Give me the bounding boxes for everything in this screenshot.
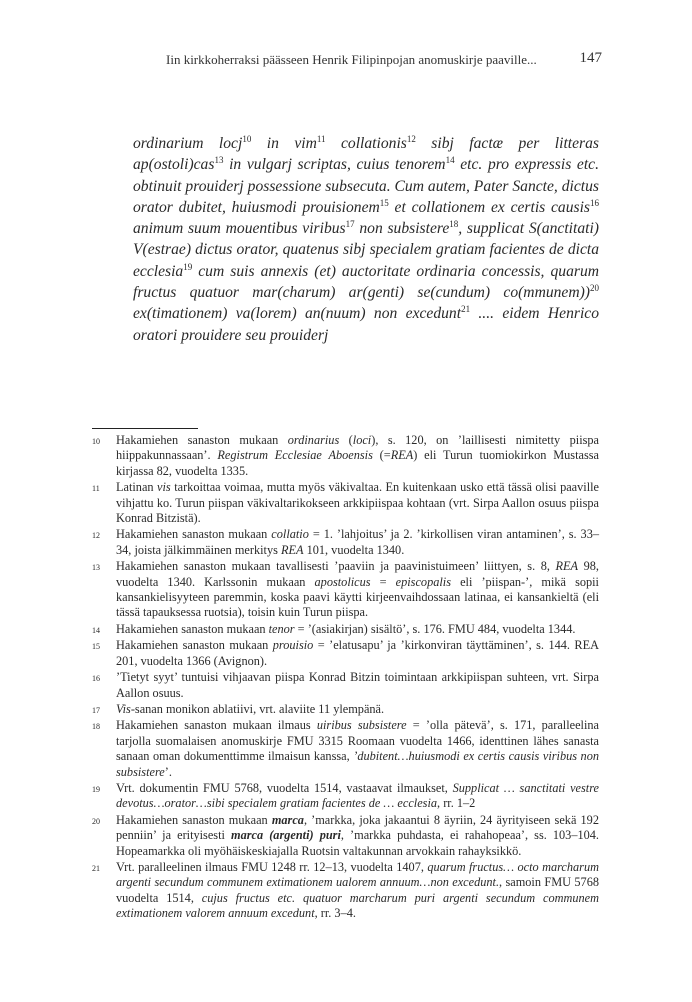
footnote-ref[interactable]: 15 xyxy=(379,197,389,208)
italic-term: ’dubitent…huiusmodi ex certis causis viribus non subsistere xyxy=(116,749,599,779)
footnotes xyxy=(92,433,599,923)
italic-term: uiribus subsistere xyxy=(316,718,407,733)
footnote-17 xyxy=(92,702,599,717)
footnote-ref[interactable]: 10 xyxy=(242,134,252,144)
italic-term: Supplicat … sanctitati vestre devotus…orator…sibi specialem gratiam facientes de … ecclesia xyxy=(116,780,599,811)
italic-term: collatio xyxy=(271,527,309,542)
footnote-text: Latinan xyxy=(116,480,158,495)
footnote-text: ( xyxy=(339,433,353,447)
footnote-21 xyxy=(92,860,599,922)
footnote-text: ), s. 120, on ’laillisesti nimitetty piispa hiippakunnassaan’. xyxy=(116,433,600,463)
footnote-text: , samoin FMU 5768 vuodelta 1514, xyxy=(116,875,599,905)
footnote-text: Hakamiehen sanaston mukaan xyxy=(116,527,272,542)
footnote-13 xyxy=(92,559,599,621)
footnote-text: , ’markka puhdasta, ei rahahopeaa’, ss. 103–104. Hopeamarkka oli myöhäiskeskiajalla Ruotsin valtakunnan arvokkain rahayksikkö. xyxy=(116,828,599,858)
italic-term: REA xyxy=(280,542,304,557)
footnote-text: 101, vuodelta 1340. xyxy=(303,542,405,557)
footnote-text: -sanan monikon ablatiivi, vrt. alaviite 11 ylempänä. xyxy=(130,701,385,716)
running-title: Iin kirkkoherraksi päässeen Henrik Filipinpojan anomuskirje paaville... xyxy=(166,52,537,67)
latin-quotation xyxy=(133,133,599,346)
footnote-text: Hakamiehen sanaston mukaan xyxy=(116,812,272,827)
footnote-text: ) eli Turun tuomiokirkon Mustassa kirjassa 82, vuodelta 1335. xyxy=(116,448,599,478)
footnote-text: Hakamiehen sanaston mukaan xyxy=(116,638,273,653)
footnote-text: = 1. ’lahjoitus’ ja 2. ’kirkollisen viran antaminen’, s. 33–34, joista jälkimmäinen merkitys xyxy=(116,527,600,557)
footnote-text: tarkoittaa voimaa, mutta myös väkivaltaa. En kuitenkaan usko että tässä olisi paaville vihjattu ko. Turun piispan väkivaltarikokseen arkkipiispaa kohtaan (vrt. Sirpa Aallon osuus piispa Konrad Bitzistä). xyxy=(116,480,599,526)
footnote-text: = xyxy=(370,574,396,589)
footnote-text: ’Tietyt syyt’ tuntuisi vihjaavan piispa Konrad Bitzin toimintaan arkkipiispan suhteen, vrt. Sirpa Aallon osuus. xyxy=(116,670,599,700)
footnote-text: eli ’piispan-’, mikä sopii kansankielisyyteen paremmin, koska paavi käytti kirjeenvaihdossaan latinaa, ei kansankieltä (eli tässä tapauksessa ruotsia), toisin kuin Turun piispa. xyxy=(116,574,599,620)
bold-term: marca xyxy=(271,812,304,827)
footnote-text: 98, vuodelta 1340. Karlssonin mukaan xyxy=(116,559,599,589)
italic-term: Vis xyxy=(116,701,131,716)
footnote-text: Hakamiehen sanaston mukaan xyxy=(116,621,269,636)
text-segment: in vulgarj scriptas, cuius tenorem xyxy=(223,156,446,174)
text-segment: sibj factæ per litteras ap(ostoli)cas xyxy=(133,135,599,174)
italic-term: REA xyxy=(390,448,414,463)
italic-term: cujus fructus etc. quatuor marcharum puri argenti secundum communem extimationem valorem annuum excedunt xyxy=(116,890,599,921)
italic-term: loci xyxy=(352,433,372,447)
text-segment: cum suis annexis (et) auctoritate ordinaria concessis, quarum fructus quatuor mar(charum) ar(genti) se(cundum) co(mmunem)) xyxy=(133,262,599,302)
text-segment: non subsistere xyxy=(354,220,450,238)
footnote-16 xyxy=(92,670,599,701)
footnote-number: 17 xyxy=(92,705,100,715)
text-segment: in vim xyxy=(251,135,317,152)
text-segment: collationis xyxy=(325,135,407,152)
italic-term: tenor xyxy=(268,621,295,636)
footnote-18 xyxy=(92,718,599,780)
text-segment: etc. pro expressis etc. obtinuit prouiderj possessione subsecuta. Cum autem, Pater Sancte, dictus orator dubitet, huiusmodi prouisionem xyxy=(133,156,599,216)
footnote-text: = ’(asiakirjan) sisältö’, s. 176. FMU 484, vuodelta 1344. xyxy=(294,621,576,636)
text-segment: animum suum mouentibus viribus xyxy=(133,220,346,238)
footnote-ref[interactable]: 21 xyxy=(461,304,471,315)
footnote-10 xyxy=(92,433,599,479)
italic-term: Registrum Ecclesiae Aboensis xyxy=(217,448,373,463)
footnote-ref[interactable]: 20 xyxy=(590,283,599,294)
footnote-ref[interactable]: 14 xyxy=(445,155,455,166)
footnote-text: , rr. 3–4. xyxy=(314,906,356,921)
text-segment: .... eidem Henrico oratori prouidere seu prouiderj xyxy=(133,305,599,344)
footnote-ref[interactable]: 17 xyxy=(345,219,355,230)
footnote-14 xyxy=(92,622,599,637)
footnote-separator xyxy=(92,428,198,429)
footnote-text: , rr. 1–2 xyxy=(437,796,476,811)
italic-term: prouisio xyxy=(272,638,314,653)
italic-term: REA xyxy=(555,559,579,574)
footnote-ref[interactable]: 12 xyxy=(406,134,416,144)
italic-term: quarum fructus… octo marcharum argenti secundum communem extimationem ualorem annuum…non excedunt. xyxy=(116,859,599,890)
footnote-number: 14 xyxy=(92,625,100,635)
text-segment: ordinarium locj xyxy=(133,135,243,152)
text-segment: et collationem ex certis causis xyxy=(388,198,590,216)
footnote-ref[interactable]: 13 xyxy=(214,155,224,166)
quotation-paragraph xyxy=(133,133,599,346)
footnote-text: Hakamiehen sanaston mukaan tavallisesti ’paaviin ja paavinistuimeen’ liittyen, s. 8, xyxy=(116,559,556,574)
italic-term: apostolicus xyxy=(314,574,371,589)
footnote-number: 13 xyxy=(92,563,100,573)
footnote-ref[interactable]: 16 xyxy=(590,197,599,208)
footnote-text: , ’markka, joka jakaantui 8 äyriin, 24 äyrityiseen sekä 192 penniin’ ja erityisesti xyxy=(116,812,599,843)
footnote-text: ’. xyxy=(164,764,172,779)
footnote-number: 21 xyxy=(92,863,100,873)
footnote-text: = ’elatusapu’ ja ’kirkonviran täyttäminen’, s. 144. REA 201, vuodelta 1366 (Avignon). xyxy=(116,638,600,668)
italic-term: ordinarius xyxy=(287,433,340,447)
footnote-number: 20 xyxy=(92,816,100,826)
page-number: 147 xyxy=(579,50,602,66)
footnote-number: 19 xyxy=(92,784,100,794)
footnote-number: 16 xyxy=(92,674,100,684)
footnote-text: Vrt. dokumentin FMU 5768, vuodelta 1514, vastaavat ilmaukset, xyxy=(116,780,453,795)
footnote-number: 10 xyxy=(92,437,100,446)
footnote-15 xyxy=(92,638,599,669)
footnote-text: (= xyxy=(372,448,391,463)
footnote-ref[interactable]: 18 xyxy=(449,219,459,230)
footnote-number: 18 xyxy=(92,722,100,732)
footnote-20 xyxy=(92,813,599,859)
text-segment: , supplicat S(anctitati) V(estrae) dictus orator, quatenus sibj specialem gratiam facientes de dicta ecclesia xyxy=(133,220,599,280)
footnote-text: Hakamiehen sanaston mukaan ilmaus xyxy=(116,718,317,733)
footnote-19 xyxy=(92,781,599,812)
bold-term: marca (argenti) puri xyxy=(231,828,341,843)
footnote-12 xyxy=(92,527,599,558)
footnote-text: Hakamiehen sanaston mukaan xyxy=(116,433,288,447)
footnote-ref[interactable]: 11 xyxy=(316,134,326,144)
italic-term: episcopalis xyxy=(395,574,451,589)
footnote-text: Vrt. paralleelinen ilmaus FMU 1248 rr. 12–13, vuodelta 1407, xyxy=(116,859,428,874)
footnote-number: 11 xyxy=(92,484,100,494)
footnote-ref[interactable]: 19 xyxy=(183,261,193,272)
footnote-11 xyxy=(92,480,599,526)
footnote-number: 12 xyxy=(92,531,100,541)
footnote-text: = ’olla pätevä’, s. 171, paralleelina tarjolla suomalaisen anomuskirje FMU 3315 Roomaan vuodelta 1466, identtinen lähes sanasta sanaan oman dokumenttimme ilmaisun kanssa, xyxy=(116,718,599,764)
footnote-number: 15 xyxy=(92,642,100,652)
text-segment: ex(timationem) va(lorem) an(nuum) non excedunt xyxy=(133,305,462,323)
italic-term: vis xyxy=(157,480,171,495)
